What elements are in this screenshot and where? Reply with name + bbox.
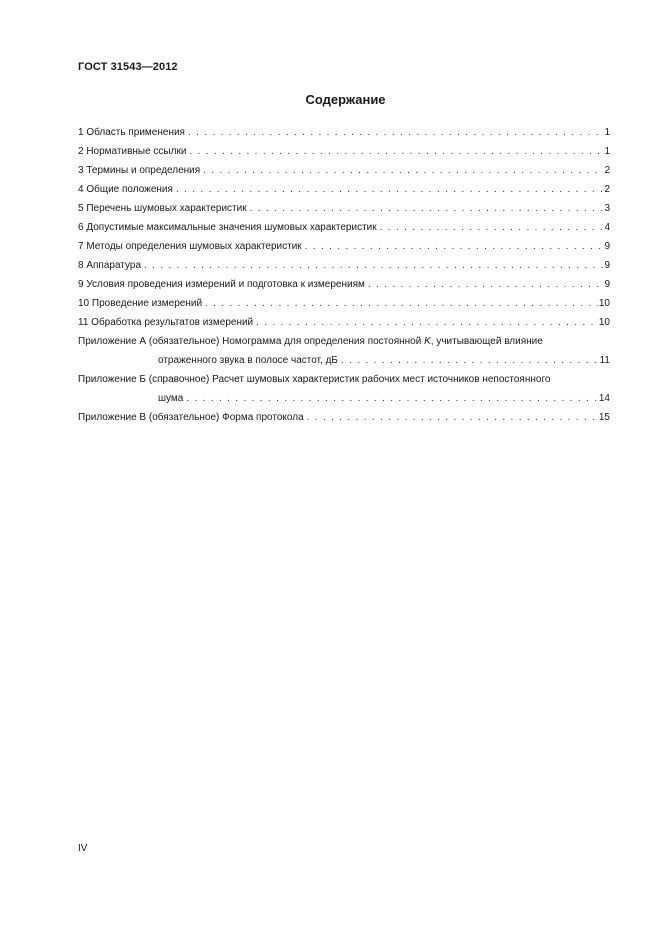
appendix-label-tail: , учитывающей влияние xyxy=(430,336,543,347)
toc-entry-label: 6 Допустимые максимальные значения шумовых характеристик xyxy=(78,222,377,233)
toc-entry[interactable] xyxy=(78,313,610,332)
appendix-italic-symbol: K xyxy=(424,336,431,347)
appendix-continuation xyxy=(78,389,610,408)
toc-entry-page: 11 xyxy=(599,355,610,366)
dot-leader xyxy=(144,256,603,275)
dot-leader xyxy=(307,408,598,427)
toc-entry-label: 9 Условия проведения измерений и подготовка к измерениям xyxy=(78,279,365,290)
dot-leader xyxy=(176,180,604,199)
page-number: IV xyxy=(78,843,88,854)
toc-entry-page: 10 xyxy=(598,298,610,309)
toc-entry[interactable] xyxy=(78,275,610,294)
appendix-label-cont: шума xyxy=(158,393,184,404)
dot-leader xyxy=(250,199,604,218)
dot-leader xyxy=(368,275,604,294)
toc-entry-page: 10 xyxy=(598,317,610,328)
toc-entry[interactable] xyxy=(78,237,610,256)
toc-entry[interactable] xyxy=(78,123,610,142)
dot-leader xyxy=(188,123,603,142)
toc-entry-label: 4 Общие положения xyxy=(78,184,173,195)
toc-entry-page: 3 xyxy=(604,203,610,214)
toc-entry-label: 3 Термины и определения xyxy=(78,165,201,176)
toc-appendix-v[interactable] xyxy=(78,408,610,427)
dot-leader xyxy=(305,237,604,256)
toc-appendix-a[interactable] xyxy=(78,332,610,370)
table-of-contents xyxy=(78,123,610,427)
appendix-label: Приложение А (обязательное) Номограмма для определения постоянной xyxy=(78,336,425,347)
toc-appendix-b[interactable] xyxy=(78,370,610,408)
toc-entry-label: 8 Аппаратура xyxy=(78,260,142,271)
dot-leader xyxy=(380,218,604,237)
toc-entry[interactable] xyxy=(78,180,610,199)
appendix-label-cont: отраженного звука в полосе частот, дБ xyxy=(158,355,338,366)
toc-entry-page: 4 xyxy=(604,222,610,233)
dot-leader xyxy=(256,313,598,332)
toc-entry-page: 1 xyxy=(604,146,610,157)
toc-entry-label: 10 Проведение измерений xyxy=(78,298,203,309)
toc-entry-page: 9 xyxy=(604,260,610,271)
toc-entry-label: 1 Область применения xyxy=(78,127,185,138)
dot-leader xyxy=(341,351,599,370)
toc-entry-label: 7 Методы определения шумовых характеристик xyxy=(78,241,302,252)
dot-leader xyxy=(205,294,598,313)
toc-entry-label: 11 Обработка результатов измерений xyxy=(78,317,254,328)
dot-leader xyxy=(189,142,603,161)
toc-entry-page: 1 xyxy=(604,127,610,138)
toc-entry[interactable] xyxy=(78,199,610,218)
toc-entry[interactable] xyxy=(78,294,610,313)
toc-title: Содержание xyxy=(305,92,386,107)
toc-entry[interactable] xyxy=(78,142,610,161)
dot-leader xyxy=(186,389,598,408)
appendix-continuation xyxy=(78,351,610,370)
toc-entry[interactable] xyxy=(78,256,610,275)
toc-entry-page: 15 xyxy=(598,412,610,423)
appendix-first-line: Приложение Б (справочное) Расчет шумовых характеристик рабочих мест источников непостоянного xyxy=(78,374,551,385)
toc-entry-page: 9 xyxy=(604,279,610,290)
toc-entry-label: 5 Перечень шумовых характеристик xyxy=(78,203,247,214)
appendix-label: Приложение В (обязательное) Форма протокола xyxy=(78,412,304,423)
toc-entry-page: 9 xyxy=(604,241,610,252)
standard-designation: ГОСТ 31543—2012 xyxy=(78,61,178,73)
toc-entry[interactable] xyxy=(78,161,610,180)
toc-entry-page: 14 xyxy=(598,393,610,404)
toc-entry-label: 2 Нормативные ссылки xyxy=(78,146,187,157)
toc-entry-page: 2 xyxy=(604,184,610,195)
appendix-first-line xyxy=(78,332,610,351)
dot-leader xyxy=(203,161,603,180)
toc-entry[interactable] xyxy=(78,218,610,237)
toc-entry-page: 2 xyxy=(604,165,610,176)
